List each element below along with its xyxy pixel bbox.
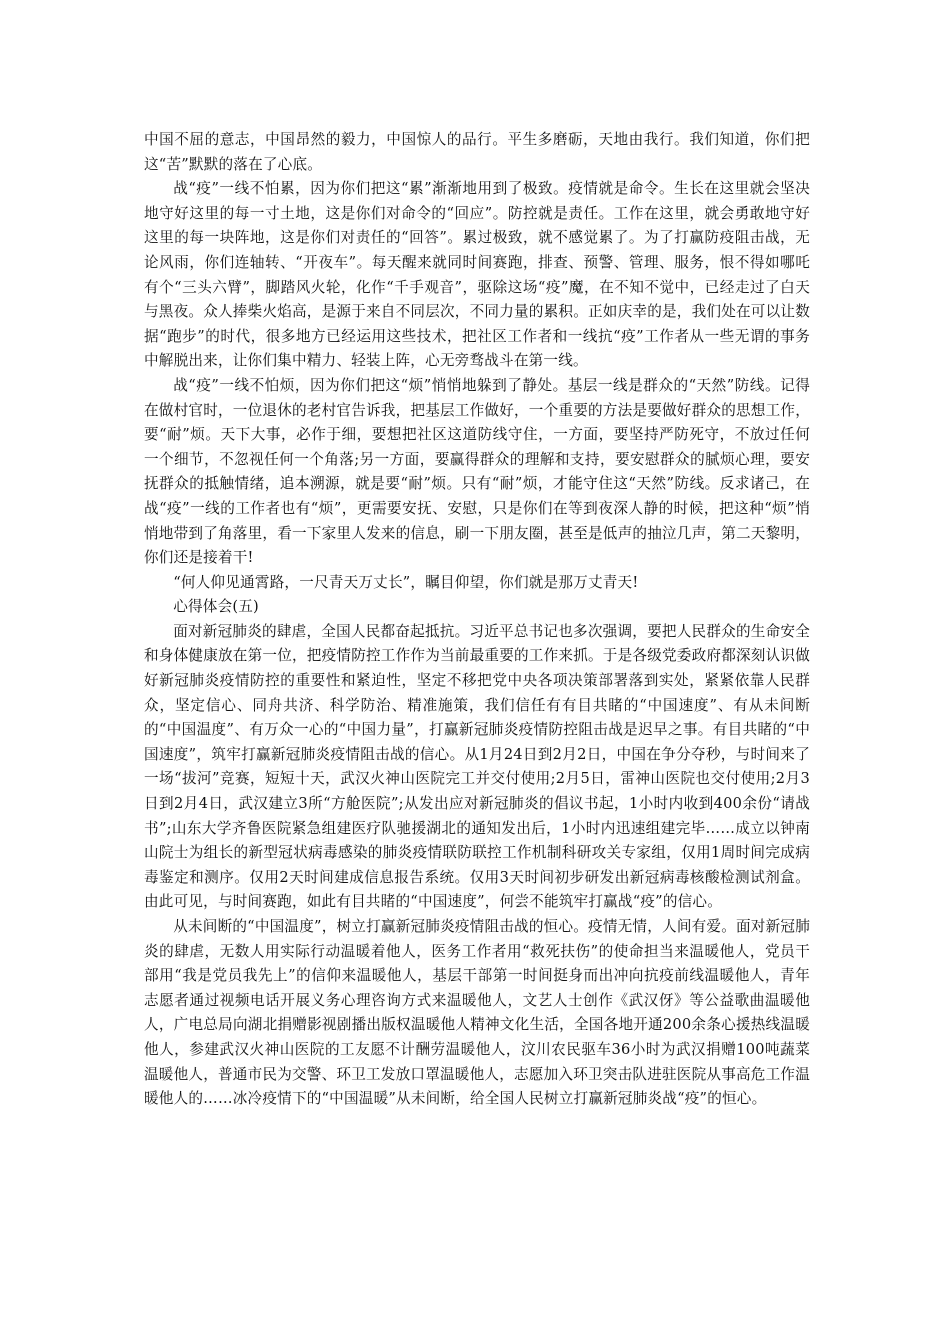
paragraph-not-annoyed: 战“疫”一线不怕烦，因为你们把这“烦”悄悄地躲到了静处。基层一线是群众的“天然”防线。记得在做村官时，一位退休的老村官告诉我，把基层工作做好，一个重要的方法是要做好群众的思想工作，要“耐”烦。天下大事，必作于细，要想把社区这道防线守住，一方面，要坚持严防死守，不放过任何一个细节，不忽视任何一个角落;另一方面，要赢得群众的理解和支持，要安慰群众的腻烦心理，要安抚群众的抵触情绪，追本溯源，就是要“耐”烦。只有“耐”烦，才能守住这“天然”防线。反求诸己，在战“疫”一线的工作者也有“烦”，更需要安抚、安慰，只是你们在等到夜深人静的时候，把这种“烦”悄悄地带到了角落里，看一下家里人发来的信息，刷一下朋友圈，甚至是低声的抽泣几声，第二天黎明，你们还是接着干!	[144, 376, 810, 567]
paragraph-opening: 中国不屈的意志，中国昂然的毅力，中国惊人的品行。平生多磨砺，天地由我行。我们知道，你们把这“苦”默默的落在了心底。	[144, 131, 810, 173]
document-body	[144, 128, 810, 1112]
paragraph-not-tired: 战“疫”一线不怕累，因为你们把这“累”渐渐地用到了极致。疫情就是命令。生长在这里就会坚决地守好这里的每一寸土地，这是你们对命令的“回应”。防控就是责任。工作在这里，就会勇敢地守好这里的每一块阵地，这是你们对责任的“回答”。累过极致，就不感觉累了。为了打赢防疫阻击战，无论风雨，你们连轴转、“开夜车”。每天醒来就同时间赛跑，排查、预警、管理、服务，恨不得如哪吒有个“三头六臂”，脚踏风火轮，化作“千手观音”，驱除这场“疫”魔，在不知不觉中，已经走过了白天与黑夜。众人捧柴火焰高，是源于来自不同层次，不同力量的累积。正如庆幸的是，我们处在可以让数据“跑步”的时代，很多地方已经运用这些技术，把社区工作者和一线抗“疫”工作者从一些无谓的事务中解脱出来，让你们集中精力、轻装上阵，心无旁骛战斗在第一线。	[144, 180, 810, 370]
paragraph-poem: “何人仰见通霄路，一尺青天万丈长”，瞩目仰望，你们就是那万丈青天!	[173, 573, 639, 591]
paragraph-china-speed: 面对新冠肺炎的肆虐，全国人民都奋起抵抗。习近平总书记也多次强调，要把人民群众的生命安全和身体健康放在第一位，把疫情防控工作作为当前最重要的工作来抓。于是各级党委政府都深刻认识做好新冠肺炎疫情防控的重要性和紧迫性，坚定不移把党中央各项决策部署落到实处，紧紧依靠人民群众，坚定信心、同舟共济、科学防治、精准施策，我们信任有有目共睹的“中国速度”、有从未间断的“中国温度”、有万众一心的“中国力量”，打赢新冠肺炎疫情防控阻击战是迟早之事。有目共睹的“中国速度”，筑牢打赢新冠肺炎疫情阻击战的信心。从1月24日到2月2日，中国在争分夺秒，与时间来了一场“拔河”竞赛，短短十天，武汉火神山医院完工并交付使用;2月5日，雷神山医院也交付使用;2月3日到2月4日，武汉建立3所“方舱医院”;从发出应对新冠肺炎的倡议书起，1小时内收到400余份“请战书”;山东大学齐鲁医院紧急组建医疗队驰援湖北的通知发出后，1小时内迅速组建完毕……成立以钟南山院士为组长的新型冠状病毒感染的肺炎疫情联防联控工作机制科研攻关专家组，仅用1周时间完成病毒鉴定和测序。仅用2天时间建成信息报告系统。仅用3天时间初步研发出新冠病毒核酸检测试剂盒。由此可见，与时间赛跑，如此有目共睹的“中国速度”，何尝不能筑牢打赢战“疫”的信心。	[144, 622, 810, 911]
section-heading: 心得体会(五)	[173, 598, 259, 616]
paragraph-china-warmth: 从未间断的“中国温度”，树立打赢新冠肺炎疫情阻击战的恒心。疫情无情，人间有爱。面对新冠肺炎的肆虐，无数人用实际行动温暖着他人，医务工作者用“救死扶伤”的使命担当来温暖他人，党员干部用“我是党员我先上”的信仰来温暖他人，基层干部第一时间挺身而出冲向抗疫前线温暖他人，青年志愿者通过视频电话开展义务心理咨询方式来温暖他人，文艺人士创作《武汉伢》等公益歌曲温暖他人，广电总局向湖北捐赠影视剧播出版权温暖他人精神文化生活，全国各地开通200余条心援热线温暖他人，参建武汉火神山医院的工友愿不计酬劳温暖他人，汶川农民驱车36小时为武汉捐赠100吨蔬菜温暖他人，普通市民为交警、环卫工发放口罩温暖他人，志愿加入环卫突击队进驻医院从事高危工作温暖他人的……冰冷疫情下的“中国温暖”从未间断，给全国人民树立打赢新冠肺炎战“疫”的恒心。	[144, 918, 810, 1108]
